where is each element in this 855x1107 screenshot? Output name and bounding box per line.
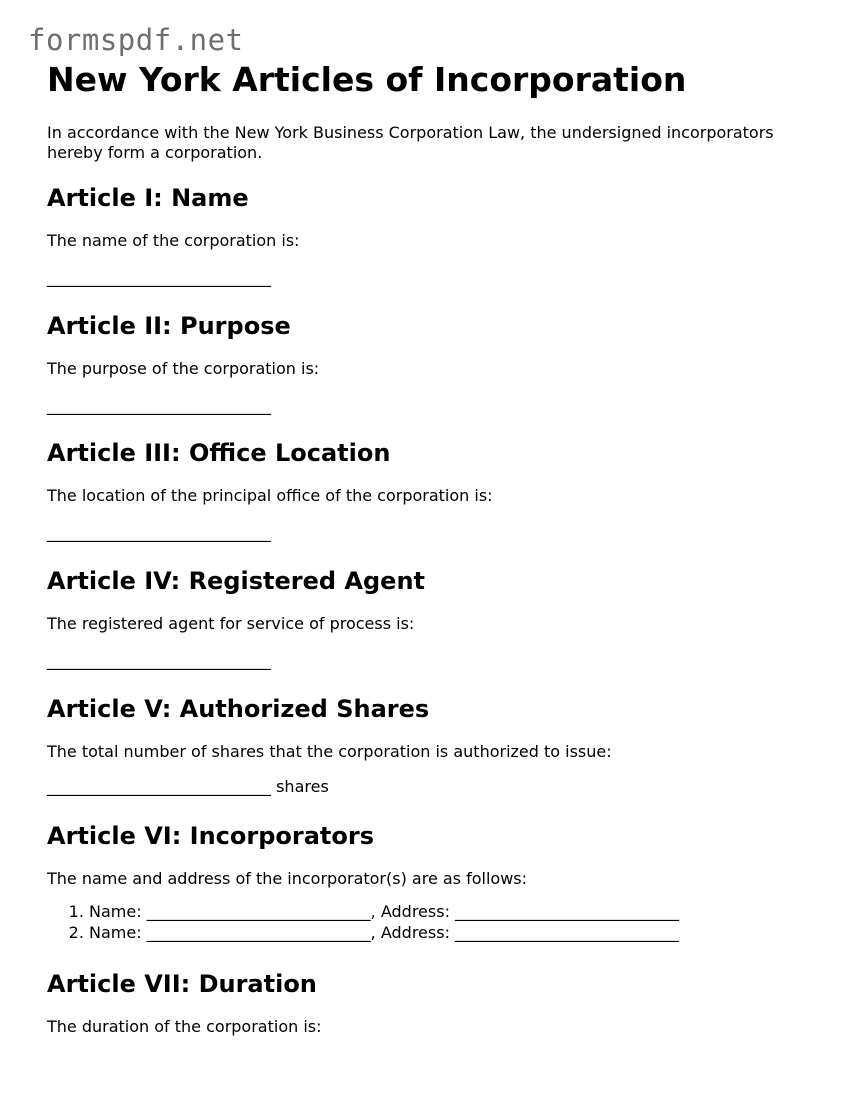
article-purpose-section <box>47 311 837 415</box>
name-blank-field[interactable]: ____________________________ <box>47 268 271 287</box>
article-question: The location of the principal office of the corporation is: <box>47 486 493 505</box>
article-heading: Article IV: Registered Agent <box>47 567 426 595</box>
article-question: The registered agent for service of process is: <box>47 614 415 633</box>
article-heading: Article I: Name <box>47 184 249 212</box>
article-question: The name and address of the incorporator(s) are as follows: <box>47 869 528 888</box>
watermark-logo: formspdf.net <box>28 23 244 57</box>
article-question: The purpose of the corporation is: <box>47 359 320 378</box>
incorporators-list <box>47 901 679 943</box>
authorized-shares-blank-field[interactable]: ____________________________ shares <box>47 777 329 796</box>
article-question: The duration of the corporation is: <box>47 1017 322 1036</box>
article-question: The total number of shares that the corporation is authorized to issue: <box>47 742 612 761</box>
article-registered-agent-section <box>47 566 837 670</box>
incorporator-entry-1[interactable]: 1. Name: ____________________________, Address: ____________________________ <box>89 901 679 922</box>
intro-paragraph: In accordance with the New York Business Corporation Law, the undersigned incorporators hereby form a corporation. <box>47 123 774 162</box>
article-heading: Article V: Authorized Shares <box>47 695 430 723</box>
article-authorized-shares-section <box>47 694 837 796</box>
registered-agent-blank-field[interactable]: ____________________________ <box>47 651 271 670</box>
article-heading: Article II: Purpose <box>47 312 291 340</box>
article-duration-section <box>47 969 837 1036</box>
incorporator-entry-2[interactable]: 2. Name: ____________________________, Address: ____________________________ <box>89 922 679 943</box>
article-question: The name of the corporation is: <box>47 231 300 250</box>
article-office-location-section <box>47 438 837 542</box>
article-incorporators-section <box>47 821 837 942</box>
article-heading: Article III: Office Location <box>47 439 391 467</box>
office-location-blank-field[interactable]: ____________________________ <box>47 523 271 542</box>
article-name-section <box>47 183 837 287</box>
purpose-blank-field[interactable]: ____________________________ <box>47 396 271 415</box>
article-heading: Article VI: Incorporators <box>47 822 374 850</box>
article-heading: Article VII: Duration <box>47 970 317 998</box>
page-title: New York Articles of Incorporation <box>47 60 687 99</box>
